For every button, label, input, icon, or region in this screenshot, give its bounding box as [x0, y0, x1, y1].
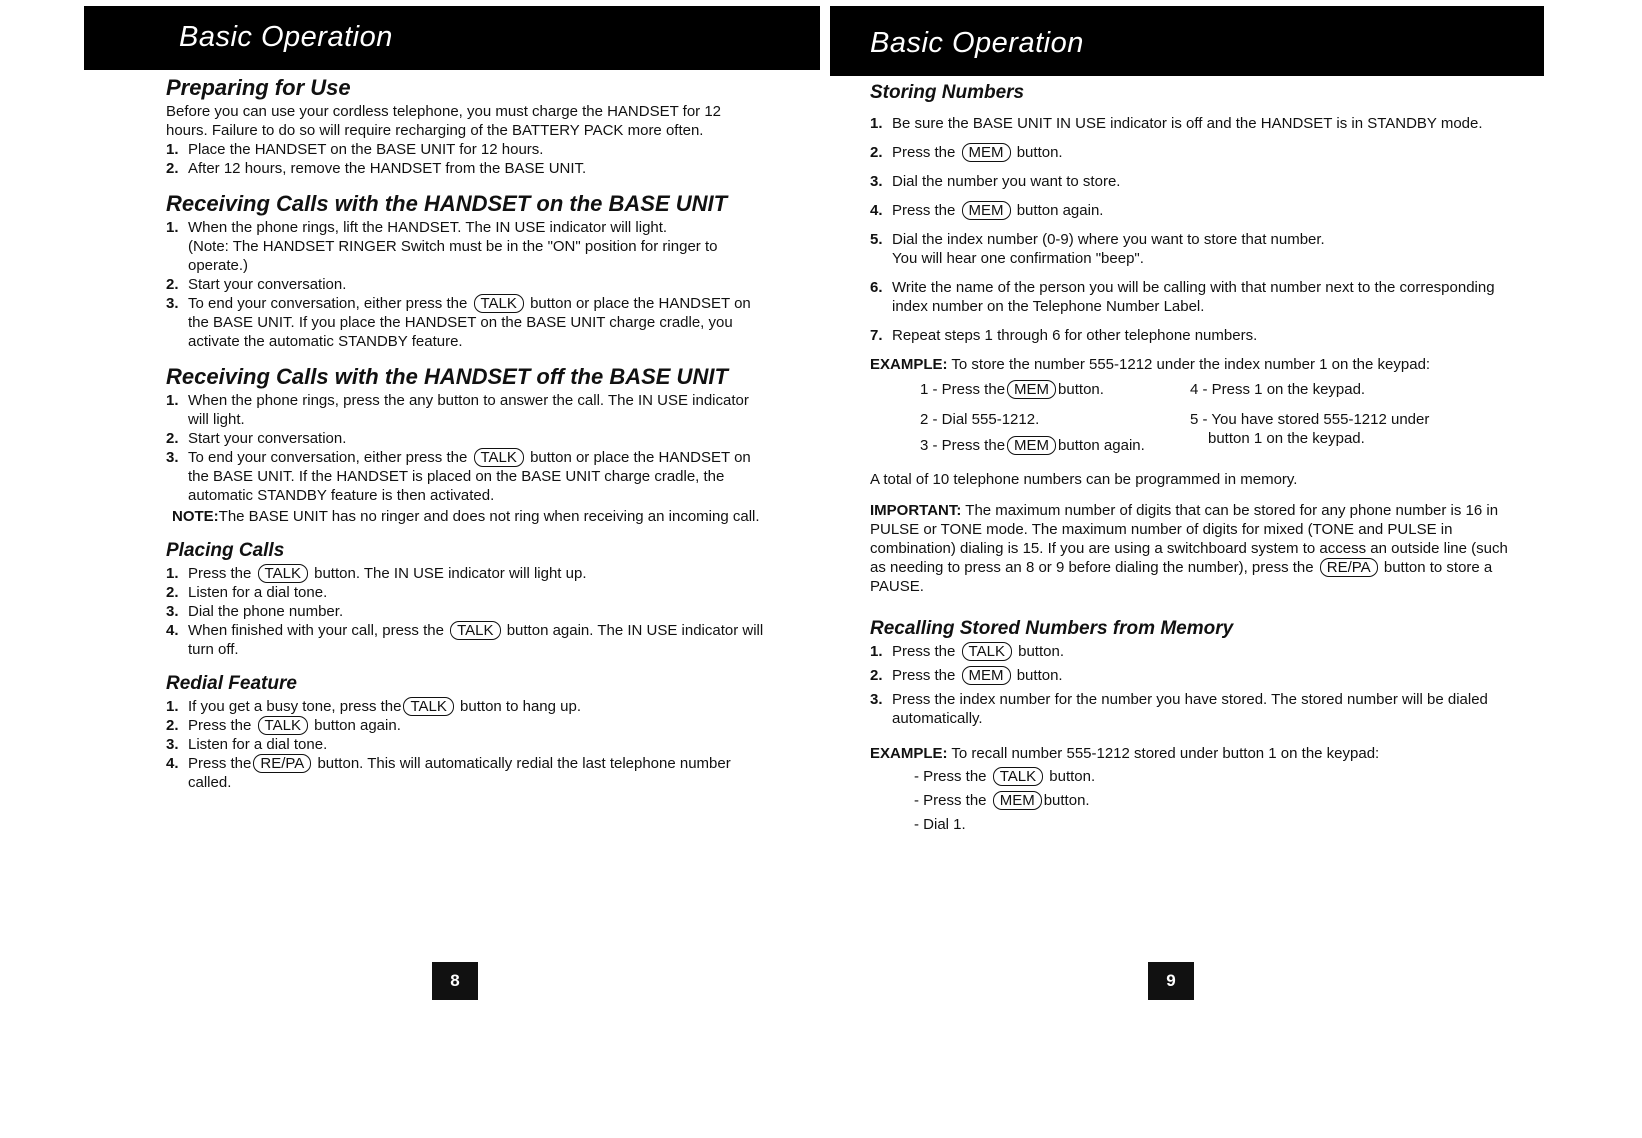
step-text: Press the	[892, 202, 956, 219]
step-text: Write the name of the person you will be calling with that number next to the corresponding index number on the Telephone Number Label.	[892, 279, 1495, 315]
step-number: 3.	[166, 603, 179, 620]
step-number: 2.	[166, 276, 179, 293]
step-number: 6.	[870, 279, 883, 296]
section-title: Recalling Stored Numbers from Memory	[870, 618, 1234, 639]
section-receiving-off-base	[166, 363, 766, 526]
step-number: 3.	[166, 736, 179, 753]
example-step	[1190, 410, 1429, 448]
step-item	[166, 754, 766, 792]
step-item	[870, 326, 1510, 345]
talk-key-label: TALK	[474, 448, 524, 467]
step-text: Press the	[892, 144, 956, 161]
right-page-content	[870, 80, 1510, 834]
section-title: Preparing for Use	[166, 75, 351, 100]
talk-key-label: TALK	[258, 564, 308, 583]
step-text: When finished with your call, press the	[188, 622, 444, 639]
example-step	[920, 436, 1145, 455]
step-number: 3.	[166, 449, 179, 466]
note-text	[166, 507, 766, 526]
step-item	[870, 172, 1510, 191]
talk-key-label: TALK	[258, 716, 308, 735]
step-text: button.	[1016, 667, 1063, 684]
section-redial	[166, 671, 766, 792]
example-step-text: 1 - Press the	[920, 381, 1006, 398]
example-step-text: button.	[1043, 792, 1090, 809]
section-title: Receiving Calls with the HANDSET off the BASE UNIT	[166, 364, 728, 389]
step-note: (Note: The HANDSET RINGER Switch must be in the "ON" position for ringer to operate.)	[188, 238, 718, 274]
step-text: button to hang up.	[460, 698, 581, 715]
step-number: 1.	[166, 392, 179, 409]
talk-key-label: TALK	[962, 642, 1012, 661]
example-step-text: button.	[1058, 381, 1104, 398]
repa-key-label: RE/PA	[253, 754, 311, 773]
talk-key-label: TALK	[474, 294, 524, 313]
important-label: IMPORTANT:	[870, 502, 962, 519]
mem-key-label: MEM	[1007, 436, 1056, 455]
section-title: Redial Feature	[166, 673, 297, 694]
example-step-text: 5 - You have stored 555-1212 under	[1190, 411, 1430, 428]
example-step-text: 3 - Press the	[920, 437, 1006, 454]
recall-example-steps	[870, 767, 1510, 834]
step-item	[166, 294, 766, 351]
important-body: button to store a PAUSE.	[870, 559, 1493, 595]
step-list	[166, 391, 766, 505]
step-number: 1.	[870, 643, 883, 660]
step-item	[870, 201, 1510, 220]
example-label: EXAMPLE:	[870, 356, 948, 373]
example-steps	[870, 380, 1510, 460]
step-text: button.	[1016, 144, 1063, 161]
step-item	[166, 735, 766, 754]
step-number: 4.	[166, 755, 179, 772]
step-item	[166, 564, 766, 583]
step-text: To end your conversation, either press the	[188, 295, 468, 312]
section-placing-calls	[166, 538, 766, 659]
talk-key-label: TALK	[993, 767, 1043, 786]
mem-key-label: MEM	[993, 791, 1042, 810]
left-page-header	[84, 6, 820, 70]
page-number-right: 9	[1148, 962, 1194, 1000]
talk-key-label: TALK	[450, 621, 500, 640]
step-text: button again.	[314, 717, 401, 734]
example-label: EXAMPLE:	[870, 745, 948, 762]
step-item	[166, 716, 766, 735]
example-step	[914, 767, 1510, 786]
step-number: 1.	[166, 219, 179, 236]
example-body: To store the number 555-1212 under the index number 1 on the keypad:	[951, 356, 1431, 373]
page-number-left: 8	[432, 962, 478, 1000]
mem-key-label: MEM	[962, 143, 1011, 162]
step-text: button again.	[1016, 202, 1104, 219]
example-text	[870, 355, 1510, 374]
step-text: button or place the HANDSET on the BASE UNIT. If you place the HANDSET on the BASE UNIT charge cradle, you activate the automatic STANDBY feature.	[188, 295, 751, 350]
step-number: 1.	[166, 698, 179, 715]
step-text: Dial the number you want to store.	[892, 173, 1121, 190]
section-title: Receiving Calls with the HANDSET on the BASE UNIT	[166, 191, 728, 216]
example-step-text: button again.	[1058, 437, 1145, 454]
right-page-title: Basic Operation	[870, 27, 1084, 59]
note-label: NOTE:	[172, 508, 219, 525]
step-text: You will hear one confirmation "beep".	[892, 250, 1144, 267]
step-item	[870, 642, 1510, 661]
step-item	[166, 602, 766, 621]
step-number: 3.	[166, 295, 179, 312]
step-number: 7.	[870, 327, 883, 344]
important-text	[870, 501, 1510, 596]
step-text: Start your conversation.	[188, 430, 347, 447]
step-item	[166, 140, 766, 159]
section-title: Placing Calls	[166, 540, 285, 561]
section-preparing	[166, 74, 766, 178]
step-number: 2.	[870, 144, 883, 161]
talk-key-label: TALK	[403, 697, 453, 716]
example-step: 2 - Dial 555-1212.	[920, 411, 1040, 428]
step-text: Dial the index number (0-9) where you want to store that number.	[892, 231, 1325, 248]
step-list	[166, 218, 766, 351]
step-text: button.	[1018, 643, 1064, 660]
step-number: 4.	[870, 202, 883, 219]
example-step	[914, 791, 1510, 810]
step-list	[166, 697, 766, 792]
intro-text: Before you can use your cordless telephone, you must charge the HANDSET for 12 hours. Failure to do so will require recharging of the BATTERY PACK more often.	[166, 103, 722, 139]
step-number: 4.	[166, 622, 179, 639]
step-list	[870, 114, 1510, 345]
left-page-content	[166, 74, 766, 792]
step-item	[166, 697, 766, 716]
step-item	[166, 621, 766, 659]
step-number: 3.	[870, 173, 883, 190]
section-recalling	[870, 616, 1510, 834]
example-step-text: button 1 on the keypad.	[1208, 430, 1365, 447]
step-item	[166, 159, 766, 178]
step-text: When the phone rings, lift the HANDSET. The IN USE indicator will light.	[188, 219, 668, 236]
example-step-text: - Press the	[914, 792, 987, 809]
example-step: 4 - Press 1 on the keypad.	[1190, 381, 1366, 398]
mem-key-label: MEM	[1007, 380, 1056, 399]
step-text: To end your conversation, either press the	[188, 449, 468, 466]
step-text: Press the	[188, 717, 252, 734]
step-number: 1.	[870, 115, 883, 132]
step-number: 1.	[166, 141, 179, 158]
step-item	[166, 391, 766, 429]
mem-key-label: MEM	[962, 666, 1011, 685]
example-step-text: button.	[1049, 768, 1096, 785]
step-item	[166, 218, 766, 275]
example-text	[870, 744, 1510, 763]
right-page-header	[830, 6, 1544, 76]
step-text: Press the	[188, 565, 252, 582]
step-text: Place the HANDSET on the BASE UNIT for 12 hours.	[188, 141, 544, 158]
step-number: 1.	[166, 565, 179, 582]
step-text: button. The IN USE indicator will light up.	[314, 565, 587, 582]
step-text: Be sure the BASE UNIT IN USE indicator is off and the HANDSET is in STANDBY mode.	[892, 115, 1483, 132]
step-text: Listen for a dial tone.	[188, 584, 328, 601]
step-number: 2.	[166, 160, 179, 177]
section-receiving-on-base	[166, 190, 766, 351]
step-number: 2.	[166, 717, 179, 734]
step-text: button or place the HANDSET on the BASE UNIT. If the HANDSET is placed on the BASE UNIT charge cradle, the automatic STANDBY feature is then activated.	[188, 449, 751, 504]
step-text: Listen for a dial tone.	[188, 736, 328, 753]
note-body: The BASE UNIT has no ringer and does not ring when receiving an incoming call.	[218, 508, 760, 525]
step-text: button. This will automatically redial the last telephone number called.	[188, 755, 731, 791]
step-number: 2.	[870, 667, 883, 684]
step-number: 3.	[870, 691, 883, 708]
step-item	[870, 230, 1510, 268]
example-body: To recall number 555-1212 stored under button 1 on the keypad:	[951, 745, 1380, 762]
step-text: button again. The IN USE indicator will turn off.	[188, 622, 764, 658]
step-item	[870, 690, 1510, 728]
step-item	[870, 666, 1510, 685]
step-item	[166, 429, 766, 448]
step-list	[166, 140, 766, 178]
step-number: 2.	[166, 584, 179, 601]
total-text: A total of 10 telephone numbers can be programmed in memory.	[870, 471, 1298, 488]
example-step: - Dial 1.	[914, 816, 966, 833]
step-text: When the phone rings, press the any button to answer the call. The IN USE indicator will light.	[188, 392, 749, 428]
step-list	[870, 642, 1510, 728]
step-text: If you get a busy tone, press the	[188, 698, 402, 715]
step-text: Start your conversation.	[188, 276, 347, 293]
step-item	[166, 448, 766, 505]
left-page-title: Basic Operation	[179, 21, 393, 53]
step-text: Dial the phone number.	[188, 603, 344, 620]
step-text: Press the	[892, 667, 956, 684]
example-step-text: - Press the	[914, 768, 987, 785]
step-text: After 12 hours, remove the HANDSET from the BASE UNIT.	[188, 160, 587, 177]
step-text: Press the	[188, 755, 252, 772]
step-item	[870, 143, 1510, 162]
mem-key-label: MEM	[962, 201, 1011, 220]
step-list	[166, 564, 766, 659]
section-title: Storing Numbers	[870, 82, 1025, 103]
step-text: Press the	[892, 643, 956, 660]
step-text: Repeat steps 1 through 6 for other telephone numbers.	[892, 327, 1258, 344]
step-item	[870, 278, 1510, 316]
step-number: 2.	[166, 430, 179, 447]
step-item	[166, 275, 766, 294]
section-storing-numbers	[870, 80, 1510, 596]
example-step	[920, 380, 1104, 399]
important-body: The maximum number of digits that can be stored for any phone number is 16 in PULSE or TONE mode. The maximum number of digits for mixed (TONE and PULSE in combination) dialing is 15. If you are using a switchboard system to access an outside line (such as needing to press an 8 or 9 before dialing the number), press the	[870, 502, 1508, 576]
step-number: 5.	[870, 231, 883, 248]
step-item	[870, 114, 1510, 133]
step-item	[166, 583, 766, 602]
step-text: Press the index number for the number you have stored. The stored number will be dialed automatically.	[892, 691, 1488, 727]
repa-key-label: RE/PA	[1320, 558, 1378, 577]
